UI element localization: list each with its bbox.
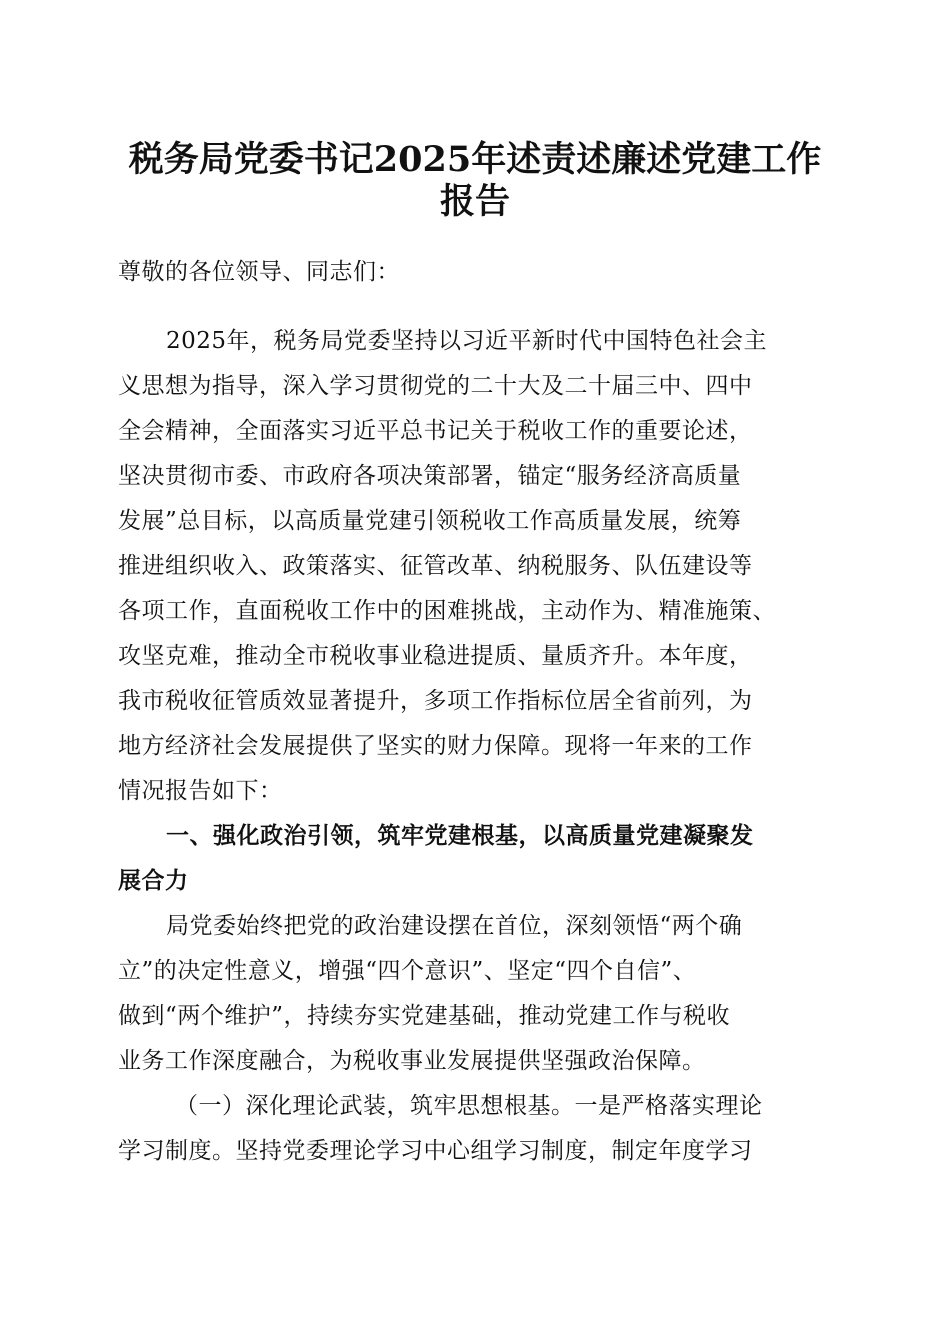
document-title-line-2: 报告 [439,181,510,222]
body-line: 地方经济社会发展提供了坚实的财力保障。现将一年来的工作 [118,733,753,759]
document-title-line-1: 税务局党委书记2025年述责述廉述党建工作 [128,139,822,180]
body-line: 义思想为指导，深入学习贯彻党的二十大及二十届三中、四中 [118,373,753,399]
body-line: 业务工作深度融合，为税收事业发展提供坚强政治保障。 [118,1048,706,1074]
body-line: 各项工作，直面税收工作中的困难挑战，主动作为、精准施策、 [118,598,776,624]
body-line: 我市税收征管质效显著提升，多项工作指标位居全省前列，为 [118,688,753,714]
salutation: 尊敬的各位领导、同志们： [118,259,400,285]
body-line: 发展”总目标，以高质量党建引领税收工作高质量发展，统筹 [118,508,742,534]
body-line: 全会精神，全面落实习近平总书记关于税收工作的重要论述， [118,418,753,444]
body-line: 2025年，税务局党委坚持以习近平新时代中国特色社会主 [166,328,768,354]
body-line: 情况报告如下： [118,778,283,804]
body-line: 推进组织收入、政策落实、征管改革、纳税服务、队伍建设等 [118,553,753,579]
section-heading: 一、强化政治引领，筑牢党建根基，以高质量党建凝聚发 [166,822,754,849]
subsection-line: （一）深化理论武装，筑牢思想根基。一是严格落实理论 [175,1093,763,1119]
body-line: 坚决贯彻市委、市政府各项决策部署，锚定“服务经济高质量 [118,463,742,489]
section-heading: 展合力 [118,867,189,894]
body-line: 攻坚克难，推动全市税收事业稳进提质、量质齐升。本年度， [118,643,753,669]
body-line: 做到“两个维护”，持续夯实党建基础，推动党建工作与税收 [118,1003,731,1029]
body-line: 立”的决定性意义，增强“四个意识”、坚定“四个自信”、 [118,958,697,984]
body-line: 学习制度。坚持党委理论学习中心组学习制度，制定年度学习 [118,1138,753,1164]
body-line: 局党委始终把党的政治建设摆在首位，深刻领悟“两个确 [166,913,743,939]
